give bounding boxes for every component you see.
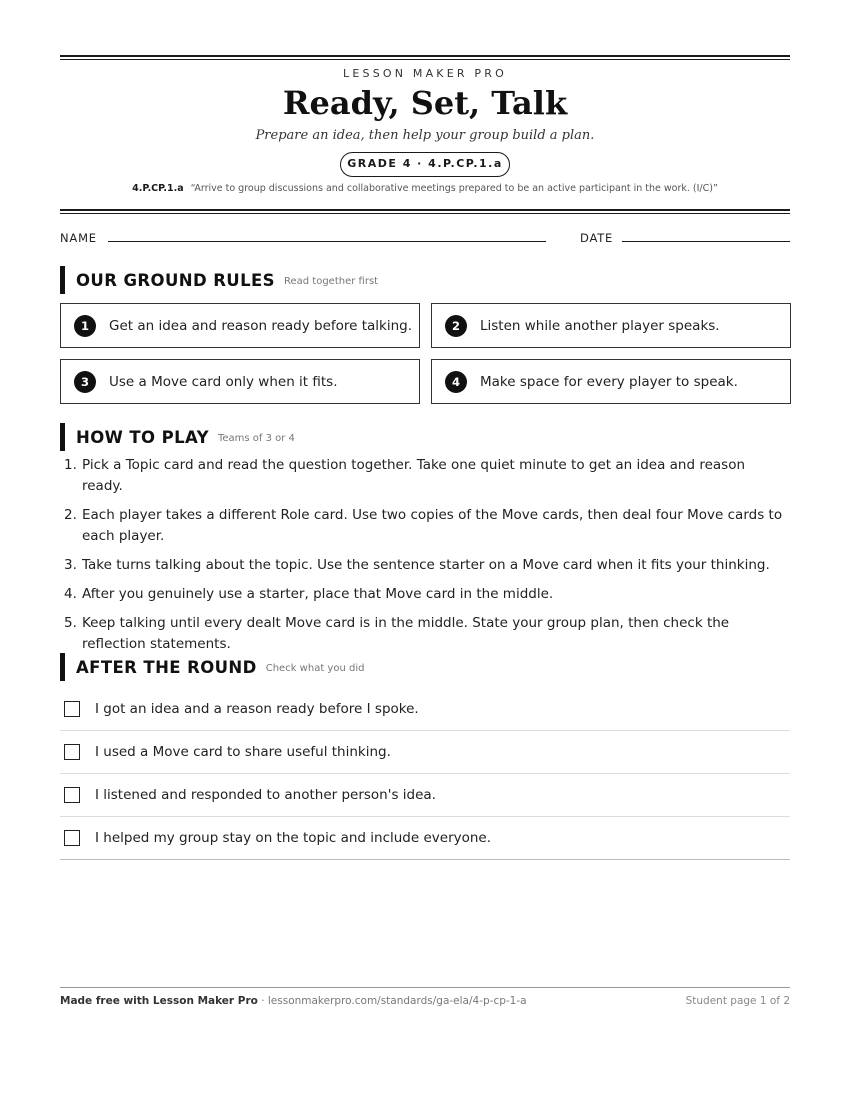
step-item (64, 505, 790, 547)
standard-code: 4.P.CP.1.a (132, 183, 184, 194)
footer-url-link[interactable]: lessonmakerpro.com/standards/ga-ela/4-p-cp-1-a (267, 995, 527, 1007)
after-round-title: AFTER THE ROUND (76, 657, 257, 677)
step-item (64, 584, 790, 605)
step-text: After you genuinely use a starter, place that Move card in the middle. (82, 586, 554, 602)
step-number: 5. (64, 615, 77, 631)
rule-text: Listen while another player speaks. (480, 317, 720, 334)
checklist-item (60, 688, 790, 731)
brand-name: LESSON MAKER PRO (343, 67, 507, 80)
worksheet-page (60, 0, 790, 1100)
reflection-checklist (60, 688, 790, 860)
footer-made-with: Made free with Lesson Maker Pro (60, 995, 258, 1007)
step-text: Pick a Topic card and read the question together. Take one quiet minute to get an idea and reason ready. (82, 457, 746, 494)
ground-rule-card (431, 359, 791, 404)
how-to-play-heading (60, 423, 295, 451)
date-label: DATE (580, 231, 614, 245)
checkbox[interactable] (64, 787, 80, 803)
step-item (64, 455, 790, 497)
footer-separator: · (257, 995, 268, 1007)
step-number: 2. (64, 507, 77, 523)
checklist-text: I listened and responded to another person's idea. (95, 787, 436, 803)
footer-divider (60, 987, 790, 988)
top-double-rule (60, 55, 790, 60)
checklist-item (60, 817, 790, 860)
checkbox[interactable] (64, 744, 80, 760)
page-title: Ready, Set, Talk (282, 84, 568, 122)
rule-text: Make space for every player to speak. (480, 373, 738, 390)
standard-text: “Arrive to group discussions and collaborative meetings prepared to be an active participant in the work. (I/C)” (190, 183, 718, 194)
ground-rules-title: OUR GROUND RULES (76, 270, 275, 290)
rule-number-badge: 1 (74, 315, 96, 337)
ground-rules-heading (60, 266, 378, 294)
step-text: Each player takes a different Role card. Use two copies of the Move cards, then deal four Move cards to each player. (82, 507, 783, 544)
footer-credit (60, 995, 527, 1007)
after-round-heading (60, 653, 364, 681)
checkbox[interactable] (64, 830, 80, 846)
step-number: 1. (64, 457, 77, 473)
rule-number-badge: 3 (74, 371, 96, 393)
checklist-item (60, 731, 790, 774)
checklist-text: I got an idea and a reason ready before I spoke. (95, 701, 419, 717)
step-number: 3. (64, 557, 77, 573)
checklist-text: I helped my group stay on the topic and include everyone. (95, 830, 492, 846)
ground-rule-card (60, 359, 420, 404)
rule-number-badge: 2 (445, 315, 467, 337)
standard-line (60, 183, 790, 194)
page-subtitle: Prepare an idea, then help your group build a plan. (255, 128, 595, 143)
rule-text: Get an idea and reason ready before talking. (109, 317, 413, 334)
how-to-play-steps (64, 455, 790, 663)
step-item (64, 555, 790, 576)
grade-badge: GRADE 4 · 4.P.CP.1.a (340, 152, 510, 177)
ground-rules-note: Read together first (283, 276, 379, 287)
step-text: Take turns talking about the topic. Use the sentence starter on a Move card when it fits your thinking. (82, 557, 770, 573)
ground-rule-card (431, 303, 791, 348)
rule-text: Use a Move card only when it fits. (109, 373, 338, 390)
after-round-note: Check what you did (265, 663, 365, 674)
footer-page-number: Student page 1 of 2 (685, 995, 790, 1007)
ground-rule-card (60, 303, 420, 348)
name-label: NAME (60, 231, 97, 245)
date-field[interactable] (622, 241, 790, 242)
checklist-text: I used a Move card to share useful thinking. (95, 744, 391, 760)
header-bottom-rule (60, 209, 790, 214)
step-item (64, 613, 790, 655)
checkbox[interactable] (64, 701, 80, 717)
name-field[interactable] (108, 241, 546, 242)
step-number: 4. (64, 586, 77, 602)
how-to-play-title: HOW TO PLAY (76, 427, 209, 447)
checklist-item (60, 774, 790, 817)
rule-number-badge: 4 (445, 371, 467, 393)
how-to-play-note: Teams of 3 or 4 (217, 433, 295, 444)
step-text: Keep talking until every dealt Move card is in the middle. State your group plan, then check the reflection statements. (82, 615, 730, 652)
